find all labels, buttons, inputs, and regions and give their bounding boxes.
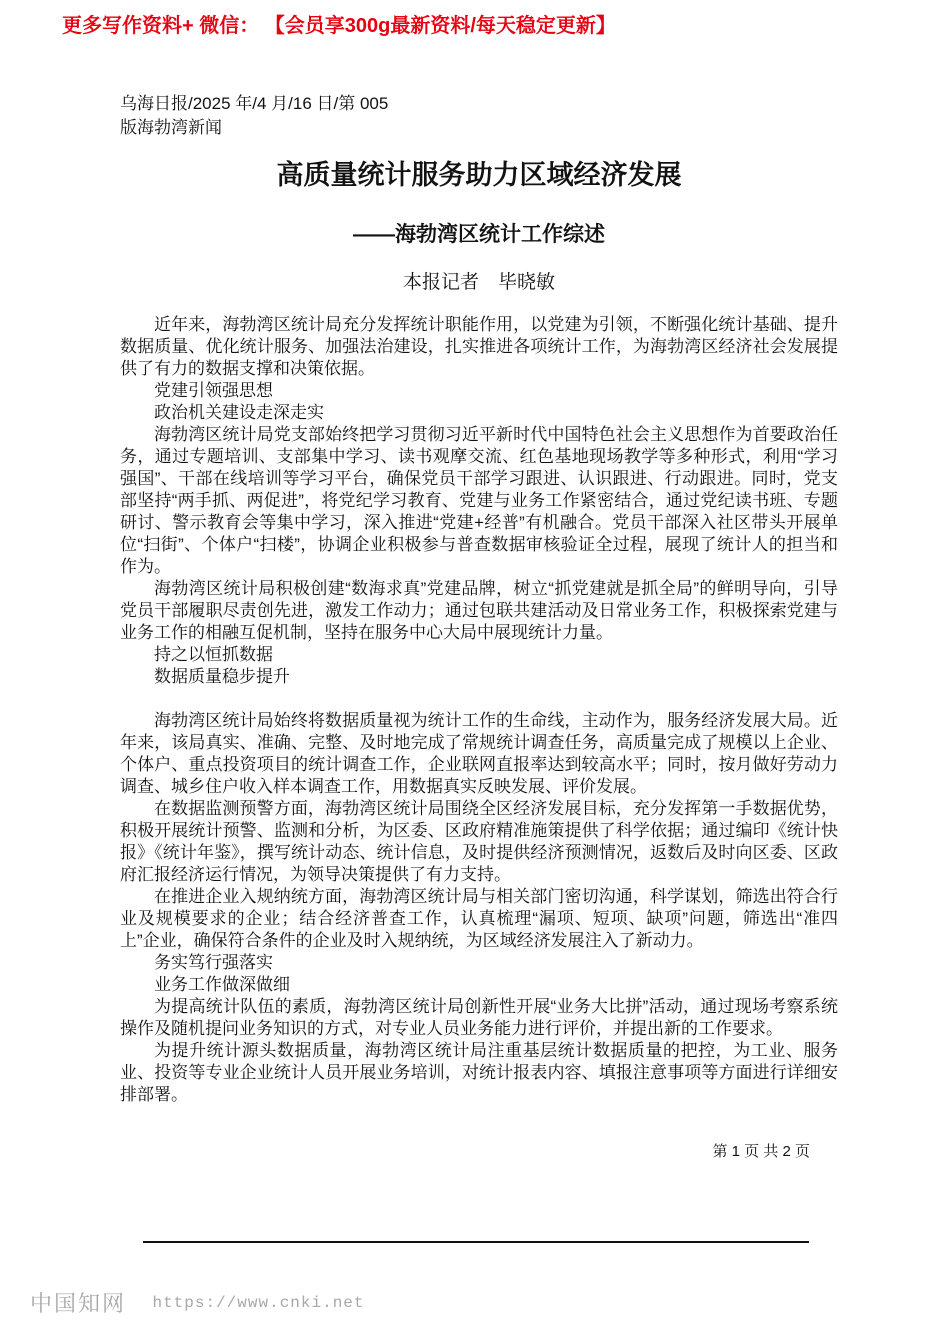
section-heading: 持之以恒抓数据: [154, 645, 273, 664]
cnki-logo-text: 中国知网: [30, 1291, 127, 1316]
article-subtitle: ——海勃湾区统计工作综述: [353, 223, 605, 246]
source-line-2: 版海勃湾新闻: [120, 118, 222, 137]
section-heading: 党建引领强思想: [154, 381, 273, 400]
paragraph: 海勃湾区统计局党支部始终把学习贯彻习近平新时代中国特色社会主义思想作为首要政治任务，通过专题培训、支部集中学习、读书观摩交流、红色基地现场教学等多种形式，利用“学习强国”、干部在线培训等学习平台，确保党员干部学习跟进、认识跟进、行动跟进。同时，党支部坚持“两手抓、两促进”，将党纪学习教育、党建与业务工作紧密结合，通过党纪读书班、专题研讨、警示教育会等集中学习，深入推进“党建+经普”有机融合。党员干部深入社区带头开展单位“扫街”、个体户“扫楼”，协调企业积极参与普查数据审核验证全过程，展现了统计人的担当和作为。: [120, 425, 838, 576]
section-heading: 务实笃行强落实: [154, 953, 273, 972]
article-title: 高质量统计服务助力区域经济发展: [276, 160, 682, 190]
paragraph: 为提升统计源头数据质量，海勃湾区统计局注重基层统计数据质量的把控，为工业、服务业、投资等专业企业统计人员开展业务培训，对统计报表内容、填报注意事项等方面进行详细安排部署。: [120, 1041, 838, 1104]
section-heading: 数据质量稳步提升: [154, 667, 290, 686]
cnki-url-text: https://www.cnki.net: [152, 1293, 365, 1312]
promo-banner-text: 更多写作资料+ 微信： 【会员享300g最新资料/每天稳定更新】: [62, 15, 616, 37]
source-block: [120, 92, 838, 140]
paragraph: 海勃湾区统计局始终将数据质量视为统计工作的生命线，主动作为，服务经济发展大局。近年来，该局真实、准确、完整、及时地完成了常规统计调查任务，高质量完成了规模以上企业、个体户、重点投资项目的统计调查工作，企业联网直报率达到较高水平；同时，按月做好劳动力调查、城乡住户收入样本调查工作，用数据真实反映发展、评价发展。: [120, 711, 838, 796]
blank-line: [120, 688, 838, 710]
paragraph: 近年来，海勃湾区统计局充分发挥统计职能作用，以党建为引领，不断强化统计基础、提升数据质量、优化统计服务、加强法治建设，扎实推进各项统计工作，为海勃湾区经济社会发展提供了有力的数据支撑和决策依据。: [120, 315, 838, 378]
section-heading: 业务工作做深做细: [154, 975, 290, 994]
paragraph: 在数据监测预警方面，海勃湾区统计局围绕全区经济发展目标，充分发挥第一手数据优势，积极开展统计预警、监测和分析，为区委、区政府精准施策提供了科学依据；通过编印《统计快报》《统计年鉴》，撰写统计动态、统计信息，及时提供经济预测情况，返数后及时向区委、区政府汇报经济运行情况，为领导决策提供了有力支持。: [120, 799, 838, 884]
footer-divider-line: [143, 1241, 809, 1243]
paragraph: 在推进企业入规纳统方面，海勃湾区统计局与相关部门密切沟通，科学谋划，筛选出符合行业及规模要求的企业；结合经济普查工作，认真梳理“漏项、短项、缺项”问题，筛选出“准四上”企业，确保符合条件的企业及时入规纳统，为区域经济发展注入了新动力。: [120, 887, 838, 950]
source-line-1: 乌海日报/2025 年/4 月/16 日/第 005: [120, 94, 389, 113]
section-heading: 政治机关建设走深走实: [154, 403, 324, 422]
cnki-watermark: [30, 1287, 365, 1318]
article-body: [120, 314, 838, 1106]
paragraph: 海勃湾区统计局积极创建“数海求真”党建品牌，树立“抓党建就是抓全局”的鲜明导向，引导党员干部履职尽责创先进，激发工作动力；通过包联共建活动及日常业务工作，积极探索党建与业务工作的相融互促机制，坚持在服务中心大局中展现统计力量。: [120, 579, 838, 642]
article-byline: 本报记者 毕晓敏: [402, 272, 555, 293]
page-number-indicator: 第 1 页 共 2 页: [712, 1143, 810, 1160]
paragraph: 为提高统计队伍的素质，海勃湾区统计局创新性开展“业务大比拼”活动，通过现场考察系统操作及随机提问业务知识的方式，对专业人员业务能力进行评价，并提出新的工作要求。: [120, 997, 838, 1038]
